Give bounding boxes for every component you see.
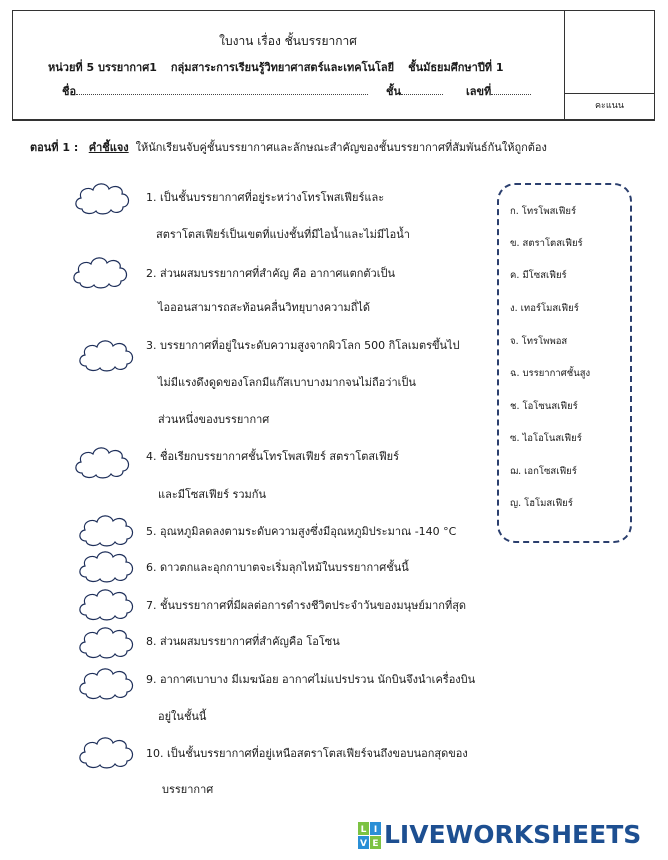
class-label: ชั้น (386, 85, 401, 98)
question-7: 7. ชั้นบรรยากาศที่มีผลต่อการดำรงชีวิตประจำวันของมนุษย์มากที่สุด (146, 599, 467, 612)
question-3-line-1: 3. บรรยากาศที่อยู่ในระดับความสูงจากผิวโลก 500 กิโลเมตรขึ้นไป (146, 339, 460, 352)
worksheet-title: ใบงาน เรื่อง ชั้นบรรยากาศ (219, 34, 357, 48)
cloud-answer-box-8[interactable] (76, 623, 136, 661)
choice-10: ญ. โฮโมสเฟียร์ (510, 498, 573, 509)
choice-7: ช. โอโซนสเฟียร์ (510, 401, 578, 412)
question-6: 6. ดาวตกและอุกกาบาตจะเริ่มลุกไหม้ในบรรยากาศชั้นนี้ (146, 561, 409, 574)
instruction-text: ให้นักเรียนจับคู่ชั้นบรรยากาศและลักษณะสำคัญของชั้นบรรยากาศที่สัมพันธ์กันให้ถูกต้อง (135, 141, 547, 154)
liveworksheets-logo-icon (358, 822, 382, 850)
cloud-answer-box-6[interactable] (76, 547, 136, 585)
cloud-answer-box-4[interactable] (72, 443, 132, 481)
svg-text:V: V (360, 839, 367, 849)
question-4-line-1: 4. ชื่อเรียกบรรยากาศชั้นโทรโพสเฟียร์ สตราโตสเฟียร์ (146, 450, 400, 463)
choice-6: ฉ. บรรยากาศชั้นสูง (510, 368, 591, 379)
question-5: 5. อุณหภูมิลดลงตามระดับความสูงซึ่งมีอุณหภูมิประมาณ -140 °C (146, 525, 457, 538)
question-3-line-3: ส่วนหนึ่งของบรรยากาศ (158, 413, 270, 426)
class-field[interactable] (401, 85, 443, 95)
grade-label: ชั้นมัธยมศึกษาปีที่ 1 (408, 61, 504, 74)
question-9-line-2: อยู่ในชั้นนี้ (158, 710, 207, 723)
instruction (30, 138, 547, 156)
choice-2: ข. สตราโตสเฟียร์ (510, 238, 583, 249)
question-10-line-2: บรรยากาศ (162, 783, 214, 796)
question-1-line-1: 1. เป็นชั้นบรรยากาศที่อยู่ระหว่างโทรโพสเฟียร์และ (146, 191, 385, 204)
cloud-answer-box-10[interactable] (76, 733, 136, 771)
number-row (466, 82, 531, 100)
question-3-line-2: ไม่มีแรงดึงดูดของโลกมีแก๊สเบาบางมากจนไม่ถือว่าเป็น (158, 376, 416, 389)
choice-1: ก. โทรโพสเฟียร์ (510, 206, 577, 217)
instruction-heading: คำชี้แจง (88, 141, 129, 154)
part-label: ตอนที่ 1 : (30, 141, 79, 154)
choice-4: ง. เทอร์โมสเฟียร์ (510, 303, 579, 314)
question-10-line-1: 10. เป็นชั้นบรรยากาศที่อยู่เหนือสตราโตสเฟียร์จนถึงขอบนอกสุดของ (146, 747, 468, 760)
subject-label: กลุ่มสาระการเรียนรู้วิทยาศาสตร์และเทคโนโลยี (170, 61, 395, 74)
question-8: 8. ส่วนผสมบรรยากาศที่สำคัญคือ โอโซน (146, 635, 340, 648)
question-1-line-2: สตราโตสเฟียร์เป็นเขตที่แบ่งชั้นที่มีไอน้ำและไม่มีไอน้ำ (156, 228, 410, 241)
svg-text:L: L (360, 825, 367, 835)
name-label: ชื่อ (62, 85, 77, 98)
question-2-line-1: 2. ส่วนผสมบรรยากาศที่สำคัญ คือ อากาศแตกตัวเป็น (146, 267, 395, 280)
question-2-line-2: ไอออนสามารถสะท้อนคลื่นวิทยุบางความถี่ได้ (158, 301, 371, 314)
svg-text:E: E (372, 839, 379, 849)
worksheet-subtitle (48, 58, 504, 76)
number-label: เลขที่ (466, 85, 492, 98)
svg-text:I: I (373, 825, 378, 835)
unit-label: หน่วยที่ 5 บรรยากาศ1 (48, 61, 157, 74)
cloud-answer-box-3[interactable] (76, 336, 136, 374)
number-field[interactable] (491, 85, 531, 95)
score-label: คะแนน (595, 101, 624, 111)
name-row (62, 82, 368, 100)
question-4-line-2: และมีโซสเฟียร์ รวมกัน (158, 488, 266, 501)
cloud-answer-box-1[interactable] (72, 179, 132, 217)
choice-9: ฌ. เอกโซสเฟียร์ (510, 466, 577, 477)
name-field[interactable] (76, 85, 368, 95)
liveworksheets-logo-text[interactable]: LIVEWORKSHEETS (384, 820, 642, 849)
cloud-answer-box-7[interactable] (76, 585, 136, 623)
cloud-answer-box-5[interactable] (76, 511, 136, 549)
choice-5: จ. โทรโพพอส (510, 336, 568, 347)
header-divider (12, 120, 655, 121)
cloud-answer-box-2[interactable] (70, 253, 130, 291)
score-divider (564, 93, 655, 94)
question-9-line-1: 9. อากาศเบาบาง มีเมฆน้อย อากาศไม่แปรปรวน นักบินจึงนำเครื่องบิน (146, 673, 476, 686)
class-row (386, 82, 443, 100)
choice-8: ซ. ไอโอโนสเฟียร์ (510, 433, 582, 444)
choice-3: ค. มีโซสเฟียร์ (510, 270, 567, 281)
cloud-answer-box-9[interactable] (76, 664, 136, 702)
